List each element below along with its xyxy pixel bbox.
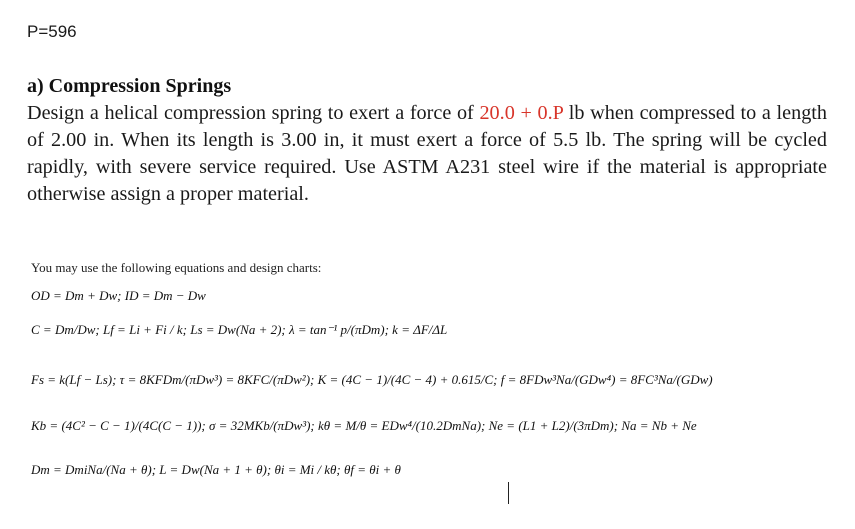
statement-part-1: Design a helical compression spring to exert a force of	[27, 102, 474, 124]
section-heading: a) Compression Springs	[27, 75, 232, 97]
equation-line-4: Kb = (4C² − C − 1)/(4C(C − 1)); σ = 32MKb/(πDw³); kθ = M/θ = EDw⁴/(10.2DmNa); Ne = (L1 + L2)/(3πDm); Na = Nb + Ne	[31, 418, 697, 433]
text-cursor	[508, 482, 509, 504]
equations-intro: You may use the following equations and design charts:	[31, 260, 322, 275]
p-value-label: P=596	[27, 22, 77, 41]
statement-part-2: lb when compressed to a length of 2.00 in. When its length is 3.00 in, it must exert a force of 5.5 lb. The spring will be cycled rapidly, with severe service required. Use ASTM A231 steel wire if the material is appropriate otherwise assign a proper material.	[27, 102, 827, 205]
equation-line-3: Fs = k(Lf − Ls); τ = 8KFDm/(πDw³) = 8KFC/(πDw²); K = (4C − 1)/(4C − 4) + 0.615/C; f = 8FDw³Na/(GDw⁴) = 8FC³Na/(GDw)	[31, 372, 713, 387]
equation-line-1: OD = Dm + Dw; ID = Dm − Dw	[31, 288, 206, 303]
problem-statement	[27, 100, 827, 208]
force-expression: 20.0 + 0.P	[479, 102, 564, 124]
equation-line-2: C = Dm/Dw; Lf = Li + Fi / k; Ls = Dw(Na + 2); λ = tan⁻¹ p/(πDm); k = ΔF/ΔL	[31, 322, 448, 337]
equation-line-5: Dm = DmiNa/(Na + θ); L = Dw(Na + 1 + θ); θi = Mi / kθ; θf = θi + θ	[31, 462, 401, 477]
